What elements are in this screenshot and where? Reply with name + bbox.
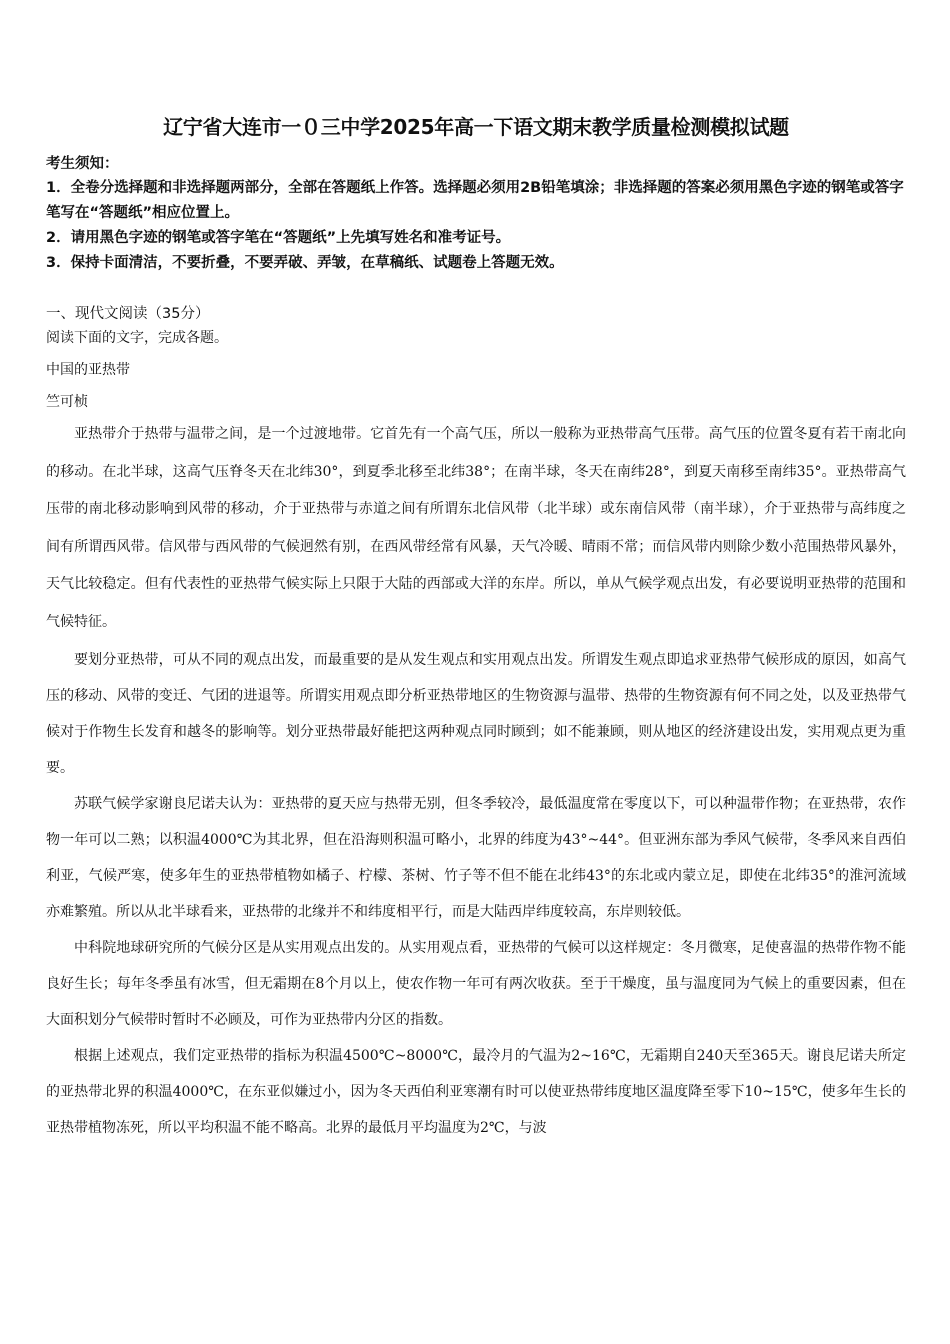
exam-notice [46,152,906,276]
article-paragraph-2: 要划分亚热带，可从不同的观点出发，而最重要的是从发生观点和实用观点出发。所谓发生观点即追求亚热带气候形成的原因，如高气压的移动、风带的变迁、气团的进退等。所谓实用观点即分析亚热带地区的生物资源与温带、热带的生物资源有何不同之处，以及亚热带气候对于作物生长发育和越冬的影响等。划分亚热带最好能把这两种观点同时顾到；如不能兼顾，则从地区的经济建设出发，实用观点更为重要。 [46,651,906,776]
page-title: 辽宁省大连市一０三中学2025年高一下语文期末教学质量检测模拟试题 [163,115,789,139]
article-paragraph-3: 苏联气候学家谢良尼诺夫认为：亚热带的夏天应与热带无别，但冬季较冷，最低温度常在零度以下，可以种温带作物；在亚热带，农作物一年可以二熟；以积温4000℃为其北界，但在沿海则积温可略小，北界的纬度为43°~44°。但亚洲东部为季风气候带，冬季风来自西伯利亚，气候严寒，使多年生的亚热带植物如橘子、柠檬、茶树、竹子等不但不能在北纬43°的东北或内蒙立足，即使在北纬35°的淮河流域亦难繁殖。所以从北半球看来，亚热带的北缘并不和纬度相平行，而是大陆西岸纬度较高，东岸则较低。 [46,795,906,920]
notice-item-1: 1．全卷分选择题和非选择题两部分，全部在答题纸上作答。选择题必须用2B铅笔填涂；非选择题的答案必须用黑色字迹的钢笔或答字笔写在“答题纸”相应位置上。 [46,180,904,221]
document-page [46,112,906,1146]
article-title: 中国的亚热带 [46,362,130,378]
reading-section [46,302,906,1146]
article-paragraph-4: 中科院地球研究所的气候分区是从实用观点出发的。从实用观点看，亚热带的气候可以这样规定：冬月微寒，足使喜温的热带作物不能良好生长；每年冬季虽有冰雪，但无霜期在8个月以上，使农作物一年可有两次收获。至于干燥度，虽与温度同为气候上的重要因素，但在大面积划分气候带时暂时不必顾及，可作为亚热带内分区的指数。 [46,939,906,1028]
notice-item-2: 2．请用黑色字迹的钢笔或答字笔在“答题纸”上先填写姓名和准考证号。 [46,230,511,246]
section-heading: 一、现代文阅读（35分） [46,306,210,322]
article-author: 竺可桢 [46,394,88,410]
article-paragraph-1: 亚热带介于热带与温带之间，是一个过渡地带。它首先有一个高气压，所以一般称为亚热带高气压带。高气压的位置冬夏有若干南北向的移动。在北半球，这高气压脊冬天在北纬30°，到夏季北移至北纬38°；在南半球，冬天在南纬28°，到夏天南移至南纬35°。亚热带高气压带的南北移动影响到风带的移动，介于亚热带与赤道之间有所谓东北信风带（北半球）或东南信风带（南半球），介于亚热带与高纬度之间有所谓西风带。信风带与西风带的气候迥然有别，在西风带经常有风暴，天气冷暖、晴雨不常；而信风带内则除少数小范围热带风暴外，天气比较稳定。但有代表性的亚热带气候实际上只限于大陆的西部或大洋的东岸。所以，单从气候学观点出发，有必要说明亚热带的范围和气候特征。 [46,426,906,630]
article-paragraph-5: 根据上述观点，我们定亚热带的指标为积温4500℃~8000℃，最冷月的气温为2~16℃，无霜期自240天至365天。谢良尼诺夫所定的亚热带北界的积温4000℃，在东亚似嫌过小，因为冬天西伯利亚寒潮有时可以使亚热带纬度地区温度降至零下10~15℃，使多年生长的亚热带植物冻死，所以平均积温不能不略高。北界的最低月平均温度为2℃，与波 [46,1047,906,1136]
section-instruction: 阅读下面的文字，完成各题。 [46,330,228,346]
notice-item-3: 3．保持卡面清洁，不要折叠，不要弄破、弄皱，在草稿纸、试题卷上答题无效。 [46,255,564,271]
notice-heading: 考生须知： [46,156,119,172]
